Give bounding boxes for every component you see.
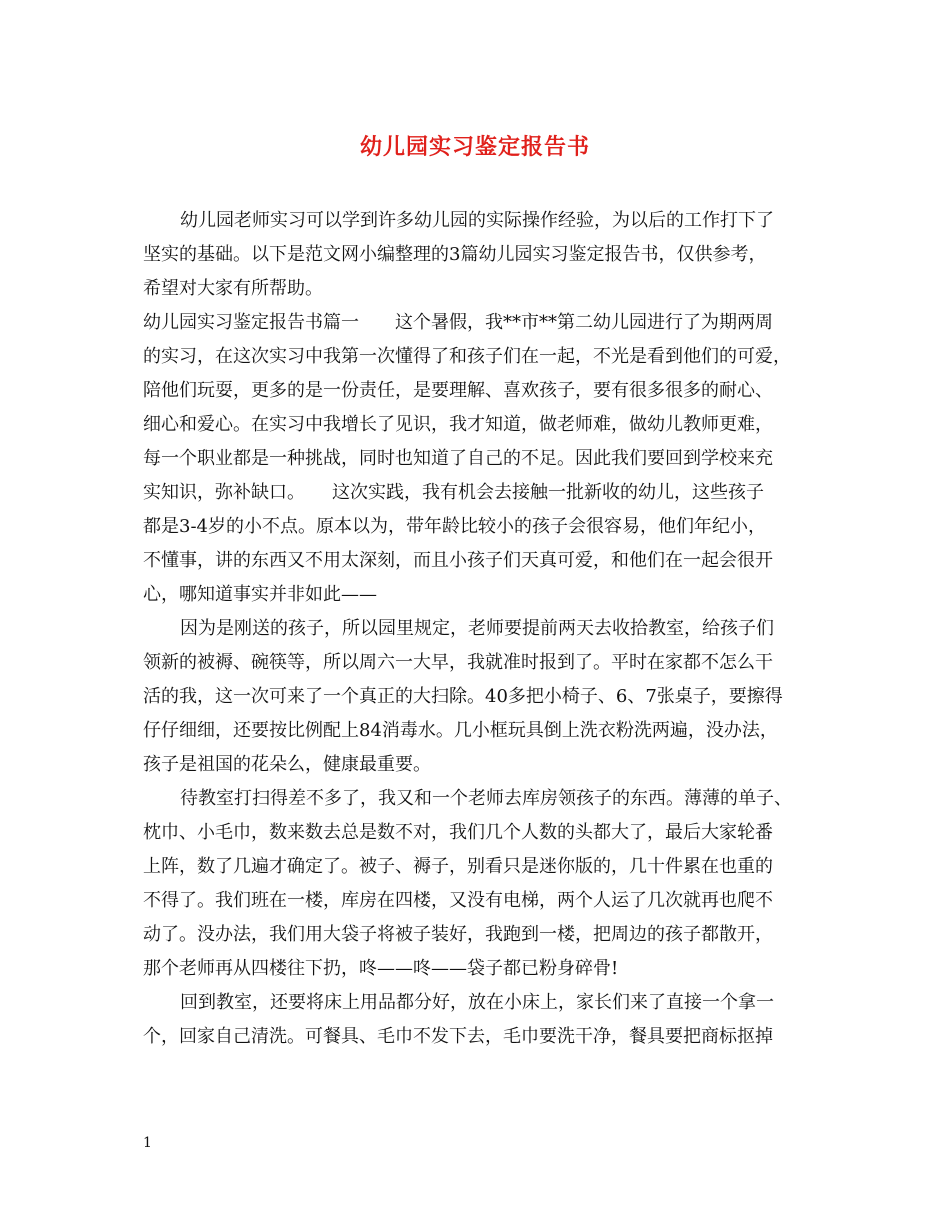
body-line: 心，哪知道事实并非如此—— xyxy=(143,584,377,605)
body-line: 幼儿园老师实习可以学到许多幼儿园的实际操作经验，为以后的工作打下了 xyxy=(180,210,774,231)
body-line: 坚实的基础。以下是范文网小编整理的3篇幼儿园实习鉴定报告书，仅供参考， xyxy=(143,244,767,265)
body-line: 实知识，弥补缺口。 这次实践，我有机会去接触一批新收的幼儿，这些孩子 xyxy=(143,482,764,503)
body-line: 仔仔细细，还要按比例配上84消毒水。几小框玩具倒上洗衣粉洗两遍，没办法， xyxy=(143,720,778,741)
body-line: 的实习，在这次实习中我第一次懂得了和孩子们在一起，不光是看到他们的可爱， xyxy=(143,346,791,367)
body-line: 领新的被褥、碗筷等，所以周六一大早，我就准时报到了。平时在家都不怎么干 xyxy=(143,652,773,673)
body-line: 因为是刚送的孩子，所以园里规定，老师要提前两天去收拾教室，给孩子们 xyxy=(180,618,774,639)
body-line: 待教室打扫得差不多了，我又和一个老师去库房领孩子的东西。薄薄的单子、 xyxy=(180,788,792,809)
body-line: 细心和爱心。在实习中我增长了见识，我才知道，做老师难，做幼儿教师更难， xyxy=(143,414,773,435)
body-line: 上阵，数了几遍才确定了。被子、褥子，别看只是迷你版的，几十件累在也重的 xyxy=(143,856,773,877)
body-line: 活的我，这一次可来了一个真正的大扫除。40多把小椅子、6、7张桌子，要擦得 xyxy=(143,686,783,707)
body-line: 个，回家自己清洗。可餐具、毛巾不发下去，毛巾要洗干净，餐具要把商标抠掉 xyxy=(143,1026,773,1047)
body-line: 枕巾、小毛巾，数来数去总是数不对，我们几个人数的头都大了，最后大家轮番 xyxy=(143,822,773,843)
document-body xyxy=(143,204,833,1054)
document-title: 幼儿园实习鉴定报告书 xyxy=(359,134,590,160)
body-line: 每一个职业都是一种挑战，同时也知道了自己的不足。因此我们要回到学校来充 xyxy=(143,448,773,469)
body-line: 陪他们玩耍，更多的是一份责任，是要理解、喜欢孩子，要有很多很多的耐心、 xyxy=(143,380,773,401)
body-line: 动了。没办法，我们用大袋子将被子装好，我跑到一楼，把周边的孩子都散开， xyxy=(143,924,773,945)
body-line: 都是3-4岁的小不点。原本以为，带年龄比较小的孩子会很容易，他们年纪小， xyxy=(143,516,766,537)
body-line: 幼儿园实习鉴定报告书篇一 这个暑假，我**市**第二幼儿园进行了为期两周 xyxy=(143,312,773,333)
body-line: 不懂事，讲的东西又不用太深刻，而且小孩子们天真可爱，和他们在一起会很开 xyxy=(143,550,773,571)
page-number: 1 xyxy=(143,1135,152,1151)
body-line: 不得了。我们班在一楼，库房在四楼，又没有电梯，两个人运了几次就再也爬不 xyxy=(143,890,773,911)
body-line: 那个老师再从四楼往下扔，咚——咚——袋子都已粉身碎骨! xyxy=(143,958,619,979)
body-line: 希望对大家有所帮助。 xyxy=(143,278,323,299)
body-line: 回到教室，还要将床上用品都分好，放在小床上，家长们来了直接一个拿一 xyxy=(180,992,774,1013)
body-line: 孩子是祖国的花朵么，健康最重要。 xyxy=(143,754,431,775)
